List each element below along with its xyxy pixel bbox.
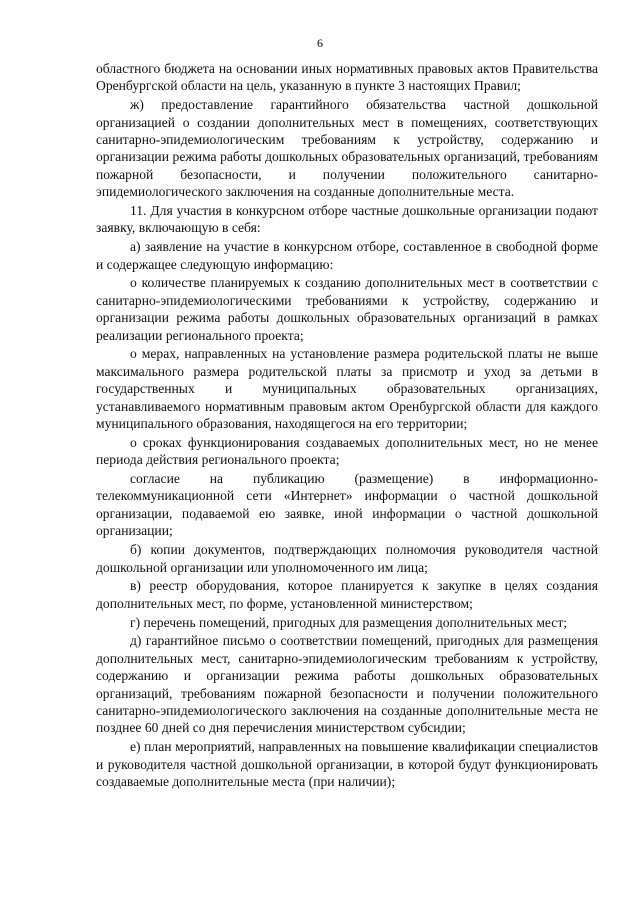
paragraph-parent-fee: о мерах, направленных на установление размера родительской платы не выше максимального размера родительской платы за присмотр и уход за детьми в государственных и муниципальных образовательных организациях, устанавливаемого нормативным правовым актом Оренбургской области для каждого муниципального образования, находящегося на его территории; [96,346,598,432]
paragraph-budget-basis: областного бюджета на основании иных нормативных правовых актов Правительства Оренбургской области на цель, указанную в пункте 3 настоящих Правил; [96,61,598,94]
paragraph-item-e: е) план мероприятий, направленных на повышение квалификации специалистов и руководителя частной дошкольной организации, в которой будут функционировать создаваемые дополнительные места (при наличии); [96,739,598,789]
paragraph-terms: о сроках функционирования создаваемых дополнительных мест, но не менее периода действия регионального проекта; [96,434,598,468]
paragraph-item-d: д) гарантийное письмо о соответствии помещений, пригодных для размещения дополнительных мест, санитарно-эпидемиологическим требованиям к устройству, содержанию и организации режима работы дошкольных образовательных организаций, требованиям пожарной безопасности и получении положительного санитарно-эпидемиологического заключения на созданные дополнительные места не позднее 60 дней со дня перечисления министерством субсидии; [96,633,598,736]
paragraph-item-zh: ж) предоставление гарантийного обязательства частной дошкольной организацией о создании дополнительных мест в помещениях, соответствующих санитарно-эпидемиологическим требованиям к устройству, содержанию и организации режима работы дошкольных образовательных организаций, требованиям пожарной безопасности, и получении положительного санитарно-эпидемиологического заключения на созданные дополнительные места. [96,97,598,200]
paragraph-item-a: а) заявление на участие в конкурсном отборе, составленное в свободной форме и содержащее следующую информацию: [96,239,598,272]
page-number: 6 [317,36,323,50]
document-body [96,60,598,792]
paragraph-item-v: в) реестр оборудования, которое планируется к закупке в целях создания дополнительных мест, по форме, установленной министерством; [96,578,598,611]
paragraph-item-b: б) копии документов, подтверждающих полномочия руководителя частной дошкольной организации или уполномоченного им лица; [96,542,598,575]
paragraph-item-g: г) перечень помещений, пригодных для размещения дополнительных мест; [130,614,568,630]
paragraph-places-count: о количестве планируемых к созданию дополнительных мест в соответствии с санитарно-эпидемиологическими требованиями к устройству, содержанию и организации режима работы дошкольных образовательных организаций в рамках реализации регионального проекта; [96,275,598,343]
paragraph-publication-consent: согласие на публикацию (размещение) в информационно-телекоммуникационной сети «Интернет» информации о частной дошкольной организации, подаваемой ею заявке, иной информации о частной дошкольной организации; [96,471,598,539]
paragraph-clause-11: 11. Для участия в конкурсном отборе частные дошкольные организации подают заявку, включающую в себя: [96,203,598,236]
